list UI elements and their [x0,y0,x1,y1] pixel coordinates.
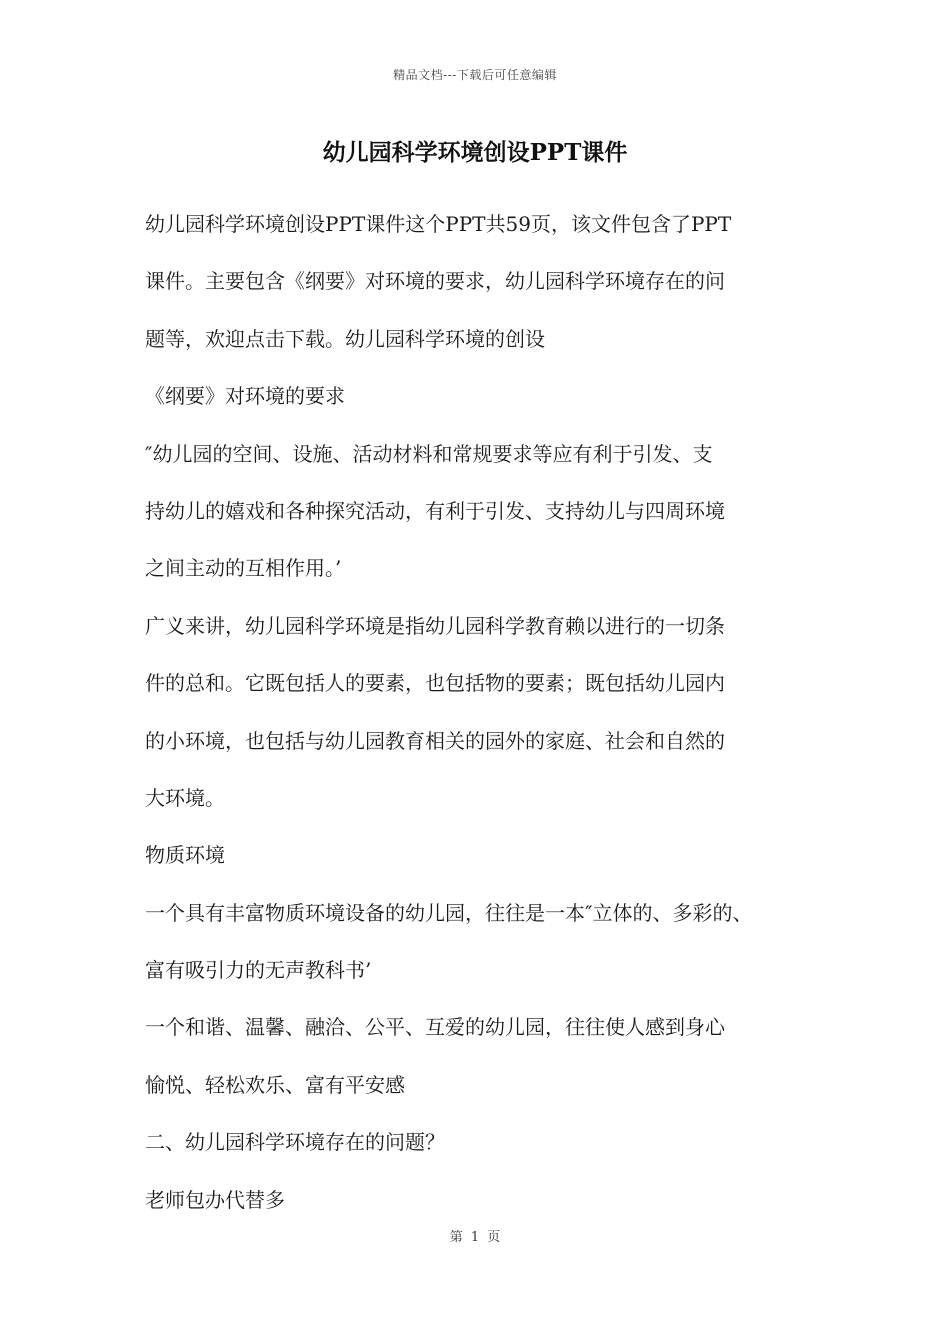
document-title: 幼儿园科学环境创设PPT课件 [322,139,628,166]
body-line: 老师包办代替多 [145,1187,285,1212]
body-line: 之间主动的互相作用。’ [145,556,342,581]
body-line: ″幼儿园的空间、设施、活动材料和常规要求等应有利于引发、支 [145,441,713,466]
body-line: 的小环境，也包括与幼儿园教育相关的园外的家庭、社会和自然的 [145,728,725,753]
body-line: 二、幼儿园科学环境存在的问题？ [145,1130,445,1155]
body-line: 一个具有丰富物质环境设备的幼儿园，往往是一本″立体的、多彩的、 [145,900,753,925]
body-line: 愉悦、轻松欢乐、富有平安感 [145,1072,405,1097]
page-header: 精品文档---下载后可任意编辑 [393,68,557,82]
body-line: 持幼儿的嬉戏和各种探究活动，有利于引发、支持幼儿与四周环境 [145,498,725,523]
body-line: 课件。主要包含《纲要》对环境的要求，幼儿园科学环境存在的问 [145,269,725,294]
body-line: 《纲要》对环境的要求 [145,384,345,409]
body-line: 物质环境 [145,843,225,868]
document-body [145,196,835,1229]
body-line: 大环境。 [145,785,225,810]
body-line: 一个和谐、温馨、融洽、公平、互爱的幼儿园，往往使人感到身心 [145,1015,725,1040]
body-line: 富有吸引力的无声教科书’ [145,958,372,983]
body-line: 题等，欢迎点击下载。幼儿园科学环境的创设 [145,326,545,351]
body-line: 幼儿园科学环境创设PPT课件这个PPT共59页，该文件包含了PPT [145,212,732,236]
body-line: 件的总和。它既包括人的要素，也包括物的要素；既包括幼儿园内 [145,671,725,696]
page-number: 第 1 页 [449,1230,501,1245]
body-line: 广义来讲，幼儿园科学环境是指幼儿园科学教育赖以进行的一切条 [145,613,725,638]
